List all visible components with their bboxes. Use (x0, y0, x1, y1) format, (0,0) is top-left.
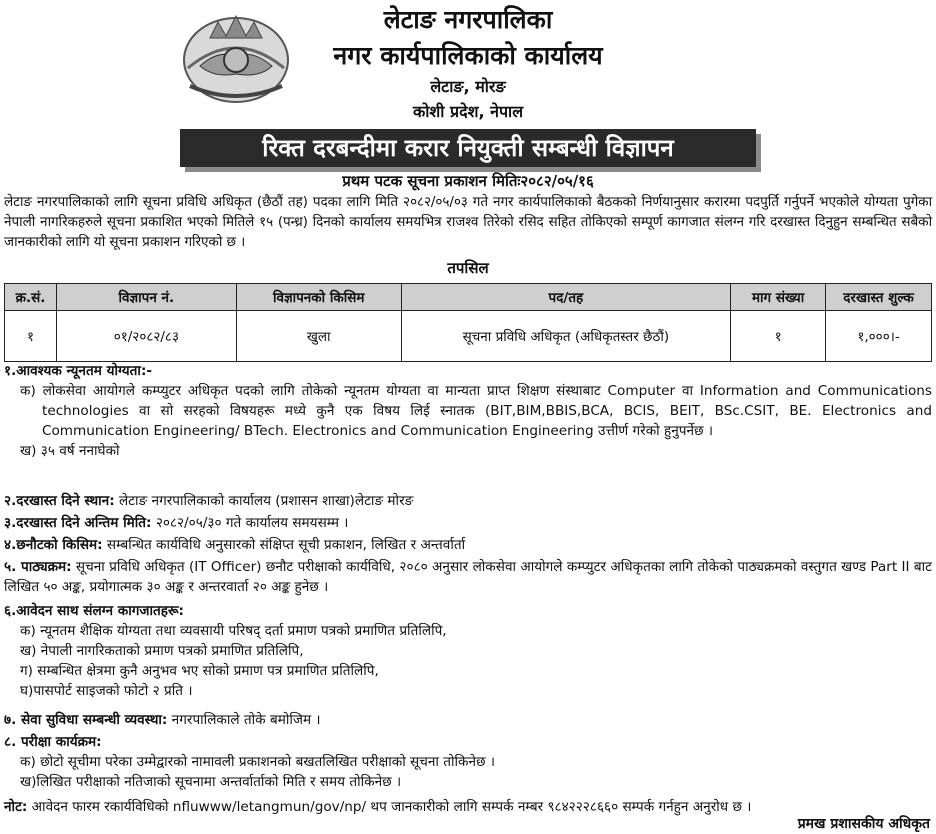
col-header-fee: दरखास्त शुल्क (826, 284, 932, 311)
section-label: ४.छनौटको किसिम: (4, 537, 103, 553)
section-documents (4, 601, 932, 701)
note-label: नोट: (4, 799, 28, 815)
col-header-ad-type: विज्ञापनको किसिम (236, 284, 401, 311)
signatory-title: प्रमख प्रशासकीय अधिकृत (797, 816, 930, 832)
qualification-b: ख) ३५ वर्ष ननाघेको (20, 443, 120, 459)
cell-serial: १ (5, 311, 57, 362)
section-label: ५. पाठ्यक्रम: (4, 559, 72, 575)
table-header-row (5, 284, 932, 311)
section-text: लेटाङ नगरपालिकाको कार्यालय (प्रशासन शाखा)लेटाङ मोरङ (114, 493, 414, 509)
section-text: नगरपालिकाले तोके बमोजिम । (167, 712, 321, 728)
note-text: आवेदन फारम रकार्यविधिको nfluwww/letangmun/gov/np/ थप जानकारीको लागि सम्पर्क नम्बर ९८४२२२८६६० सम्पर्क गर्नहुन अनुरोध छ । (27, 799, 752, 815)
section-deadline (4, 513, 932, 533)
exam-a: क) छोटो सूचीमा परेका उम्मेद्वारको नामावली प्रकाशनको बखतलिखित परीक्षाको सूचना तोकिनेछ । (20, 754, 496, 770)
publish-date: प्रथम पटक सूचना प्रकाशन मितिः२०८२/०५/१६ (342, 172, 594, 190)
document-d: घ)पासपोर्ट साइजको फोटो २ प्रति । (20, 683, 193, 699)
cell-ad-no: ०१/२०८२/८३ (56, 311, 236, 362)
cell-demand: १ (731, 311, 826, 362)
document-b: ख) नेपाली नागरिकताको प्रमाण पत्रको प्रमाणित प्रतिलिपि, (20, 643, 304, 659)
vacancy-table (4, 283, 932, 362)
office-name: नगर कार्यपालिकाको कार्यालय (333, 41, 603, 70)
section-exam-schedule (4, 732, 932, 792)
section-text: सूचना प्रविधि अधिकृत (IT Officer) छनौट परीक्षाको कार्यविधि, २०८० अनुसार लोकसेवा आयोगले कम्प्युटर अधिकृतका लागि तोकेको पाठ्यक्रमको वस्तुगत खण्ड Part II बाट लिखित ५० अङ्क, प्रयोगात्मक ३० अङ्क र अन्तरवार्ता २० अङ्क हुनेछ । (4, 559, 932, 595)
province-name: कोशी प्रदेश, नेपाल (412, 102, 524, 121)
section-label: २.दरखास्त दिने स्थान: (4, 493, 115, 509)
details-heading: तपसिल (447, 259, 489, 277)
notice-note (4, 797, 932, 817)
section-text: सम्बन्धित कार्यविधि अनुसारको संक्षिप्त सूची प्रकाशन, लिखित र अन्तर्वार्ता (102, 537, 466, 553)
section-title: ६.आवेदन साथ संलग्न कागजातहरू: (4, 603, 184, 619)
section-title: १.आवश्यक न्यूनतम योग्यता:- (4, 363, 153, 379)
col-header-ad-no: विज्ञापन नं. (56, 284, 236, 311)
col-header-demand: माग संख्या (731, 284, 826, 311)
cell-post: सूचना प्रविधि अधिकृत (अधिकृतस्तर छैठौं) (401, 311, 731, 362)
cell-ad-type: खुला (236, 311, 401, 362)
col-header-post: पद/तह (401, 284, 731, 311)
municipality-name: लेटाङ नगरपालिका (383, 5, 553, 34)
section-label: ७. सेवा सुविधा सम्बन्धी व्यवस्था: (4, 712, 168, 728)
office-location: लेटाङ, मोरङ (430, 77, 506, 96)
cell-fee: १,०००।- (826, 311, 932, 362)
section-title: ८. परीक्षा कार्यक्रम: (4, 734, 102, 750)
document-c: ग) सम्बन्धित क्षेत्रमा कुनै अनुभव भए सोको प्रमाण पत्र प्रमाणित प्रतिलिपि, (20, 663, 379, 679)
table-row (5, 311, 932, 362)
section-syllabus (4, 557, 932, 597)
section-qualification (4, 361, 932, 461)
notice-title-banner: रिक्त दरबन्दीमा करार नियुक्ती सम्बन्धी विज्ञापन (180, 129, 756, 167)
section-application-place (4, 491, 932, 511)
section-text: २०८२/०५/३० गते कार्यालय समयसम्म । (151, 515, 349, 531)
section-selection-type (4, 535, 932, 555)
section-label: ३.दरखास्त दिने अन्तिम मिति: (4, 515, 152, 531)
col-header-serial: क्र.सं. (5, 284, 57, 311)
intro-paragraph: लेटाङ नगरपालिकाको लागि सूचना प्रविधि अधिकृत (छैठौं तह) पदका लागि मिति २०८२/०५/०३ गते नगर कार्यपालिकाको बैठकको निर्णयानुसार करारमा पदपुर्ति गर्नुपर्ने भएकोले योग्यता पुगेका नेपाली नागरिकहरुले सूचना प्रकाशित भएको मितिले १५ (पन्ध्र) दिनको कार्यालय समयभित्र राजश्व तिरेको रसिद सहित तोकिएको सम्पूर्ण कागजात संलग्न गरि दरखास्त दिनुहुन सम्बन्धित सबैको जानकारीको लागि यो सूचना प्रकाशन गरिएको छ । (4, 194, 932, 250)
qualification-a: क) लोकसेवा आयोगले कम्प्युटर अधिकृत पदको लागि तोकेको न्यूनतम योग्यता वा मान्यता प्राप्त शिक्षण संस्थाबाट Computer वा Information and Communications technologies वा सो सरहको विषयहरू मध्ये कुनै एक विषय लिई स्नातक (BIT,BIM,BBIS,BCA, BCIS, BEIT, BSc.CSIT, BE. Electronics and Communication Engineering/ BTech. Electronics and Communication Engineering उत्तीर्ण गरेको हुनुपर्नेछ । (20, 383, 932, 439)
document-a: क) न्यूनतम शैक्षिक योग्यता तथा व्यवसायी परिषद् दर्ता प्रमाण पत्रको प्रमाणित प्रतिलिपि, (20, 623, 447, 639)
section-facilities (4, 710, 932, 730)
exam-b: ख)लिखित परीक्षाको नतिजाको सूचनामा अन्तर्वार्ताको मिति र समय तोकिनेछ । (20, 774, 402, 790)
